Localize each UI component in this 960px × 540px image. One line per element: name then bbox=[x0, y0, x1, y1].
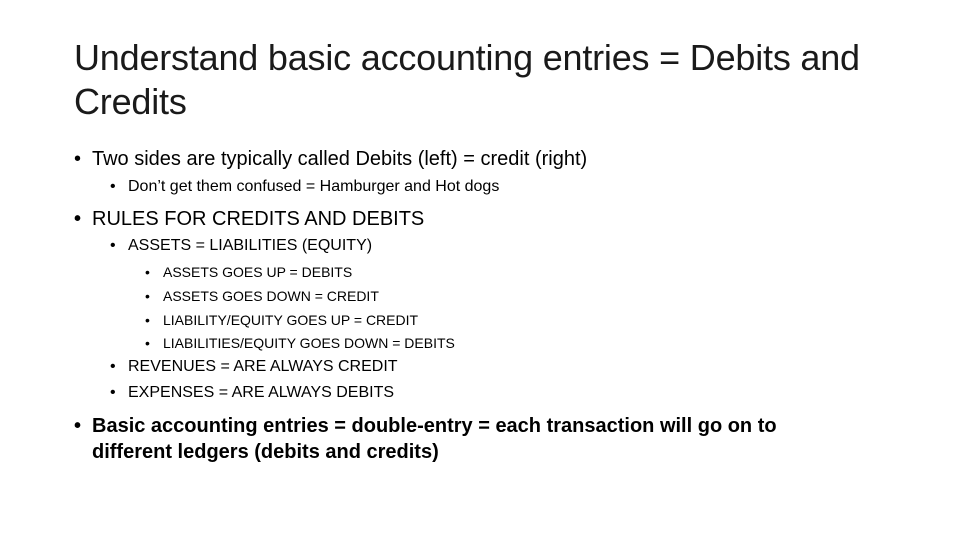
bullet-marker: • bbox=[110, 237, 116, 254]
bullet-marker: • bbox=[145, 288, 150, 304]
bullet-marker: • bbox=[74, 148, 82, 170]
bullet-marker: • bbox=[110, 358, 116, 375]
bullet-text-continuation: different ledgers (debits and credits) bbox=[92, 441, 439, 463]
bullet-text: Two sides are typically called Debits (left) = credit (right) bbox=[92, 148, 588, 170]
bullet-marker: • bbox=[74, 208, 82, 230]
bullet-text: RULES FOR CREDITS AND DEBITS bbox=[92, 208, 425, 230]
bullet-text: Basic accounting entries = double-entry = each transaction will go on to bbox=[92, 415, 777, 437]
bullet-marker: • bbox=[74, 415, 82, 437]
slide-title: Understand basic accounting entries = Debits and Credits bbox=[74, 37, 860, 122]
bullet-text: ASSETS = LIABILITIES (EQUITY) bbox=[128, 237, 373, 254]
bullet-text: ASSETS GOES DOWN = CREDIT bbox=[163, 288, 379, 304]
bullet-text: ASSETS GOES UP = DEBITS bbox=[163, 264, 353, 280]
bullet-marker: • bbox=[110, 384, 116, 401]
bullet-text: Don’t get them confused = Hamburger and Hot dogs bbox=[128, 178, 500, 195]
bullet-text: REVENUES = ARE ALWAYS CREDIT bbox=[128, 358, 398, 375]
bullet-marker: • bbox=[145, 264, 150, 280]
bullet-text: LIABILITIES/EQUITY GOES DOWN = DEBITS bbox=[163, 335, 455, 351]
bullet-marker: • bbox=[145, 312, 150, 328]
bullet-text: EXPENSES = ARE ALWAYS DEBITS bbox=[128, 384, 395, 401]
bullet-marker: • bbox=[110, 178, 116, 195]
bullet-text: LIABILITY/EQUITY GOES UP = CREDIT bbox=[163, 312, 419, 328]
bullet-marker: • bbox=[145, 335, 150, 351]
